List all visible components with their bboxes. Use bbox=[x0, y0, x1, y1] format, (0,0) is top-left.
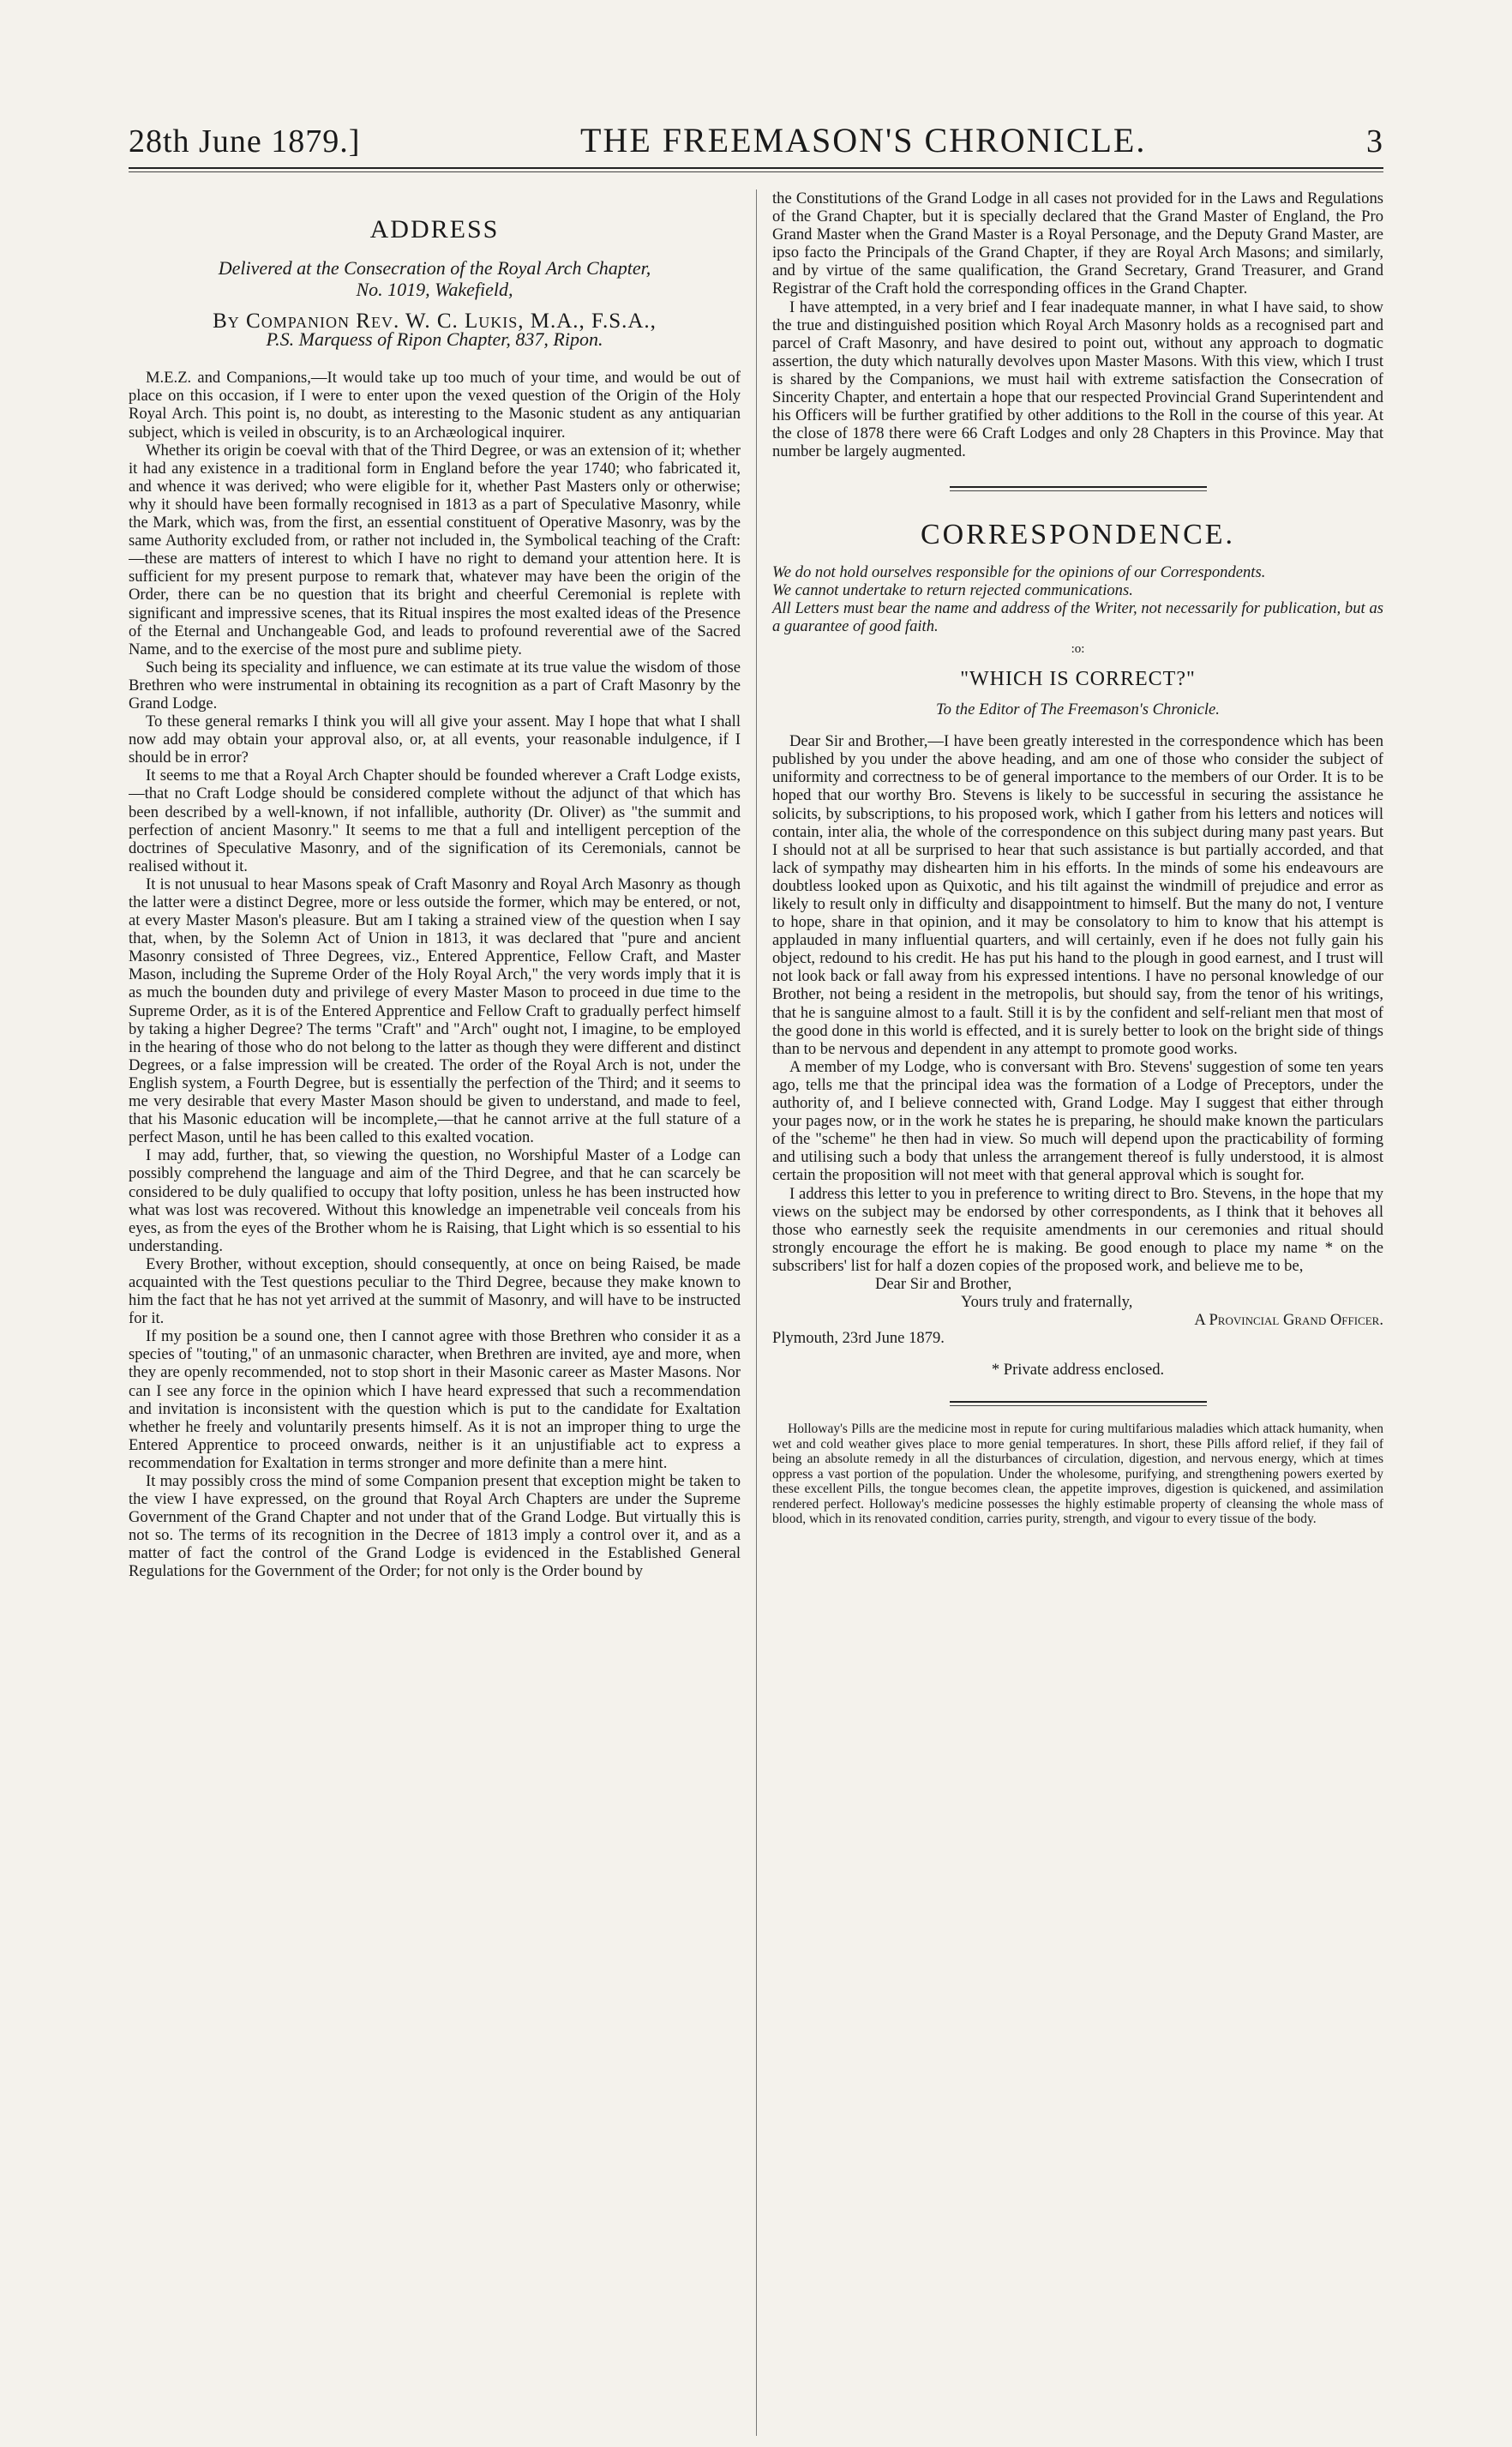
letter-signature: A Provincial Grand Officer. bbox=[1194, 1311, 1383, 1330]
separator-ornament: :o: bbox=[1071, 641, 1085, 656]
address-paragraph: If my position be a sound one, then I cannot agree with those Brethren who consider it as a species of "touting," of an unmasonic character, when Brethren are invited, aye and more, when they are openly recommended, not to stop short in their Masonic career as Master Masons. Nor can I see any force in the opinion which I have heard expressed that such a recommendation and invitation is inconsistent with the question which is put to the candidate for Exaltation whether he freely and voluntarily presents himself. As it is not an improper thing to urge the Entered Apprentice to proceed onwards, neither is it an unjustifiable act to express a recommendation for Exaltation in terms stronger and more definite than a mere hint. bbox=[129, 1327, 741, 1472]
address-paragraph: It seems to me that a Royal Arch Chapter should be founded wherever a Craft Lodge exists,—that no Craft Lodge should be considered complete without the adjunct of that which has been described by a well-known, if not infallible, authority (Dr. Oliver) as "the summit and perfection of ancient Masonry." It seems to me that a full and intelligent perception of the doctrines of Speculative Masonry, and of the signification of its Ceremonials, cannot be realised without it. bbox=[129, 767, 741, 875]
masthead bbox=[129, 120, 1383, 160]
letter-paragraph: I address this letter to you in preference to writing direct to Bro. Stevens, in the hope that my views on the subject may be endorsed by other correspondents, as I think that it behoves all those who earnestly seek the requisite amendments in our ceremonies and ritual should strongly encourage the effort he is making. Be good enough to place my name * on the subscribers' list for half a dozen copies of the proposed work, and believe me to be, bbox=[772, 1184, 1383, 1275]
letter-salutation: Dear Sir and Brother, bbox=[875, 1274, 1012, 1293]
left-column bbox=[129, 189, 756, 2436]
address-paragraph: M.E.Z. and Companions,—It would take up too much of your time, and would be out of place on this occasion, if I were to enter upon the vexed question of the Origin of the Holy Royal Arch. This point is, no doubt, as interesting to the Masonic student as any antiquarian subject, which is veiled in obscurity, is to an Archæological inquirer. bbox=[129, 369, 741, 442]
correspondence-title: CORRESPONDENCE. bbox=[920, 519, 1236, 551]
address-byline-chapter: P.S. Marquess of Ripon Chapter, 837, Ripon. bbox=[266, 328, 603, 351]
correspondence-notice: We cannot undertake to return rejected communications. bbox=[772, 580, 1133, 599]
address-continuation: I have attempted, in a very brief and I fear inadequate manner, in what I have said, to show the true and distinguished position which Royal Arch Masonry holds as a recognised part and parcel of Craft Masonry, and have desired to point out, without any approach to dogmatic assertion, the duty which naturally devolves upon Master Masons. With this view, which I trust is shared by the Companions, we must hail with extreme satisfaction the Consecration of Sincerity Chapter, and entertain a hope that our respected Provincial Grand Superintendent and his Officers will be further gratified by other additions to the Roll in the course of this year. At the close of 1878 there were 66 Craft Lodges and only 28 Chapters in this Province. May that number be largely augmented. bbox=[772, 298, 1383, 461]
address-paragraph: I may add, further, that, so viewing the question, no Worshipful Master of a Lodge can possibly comprehend the language and aim of the Third Degree, and that he can scarcely be considered to be duly qualified to occupy that lofty position, unless he has been instructed how what was lost was recovered. Without this knowledge an impenetrable veil conceals from his eyes, as from the eyes of the Brother whom he is Raising, that Light which is so essential to his understanding. bbox=[129, 1146, 741, 1255]
letter-place-date: Plymouth, 23rd June 1879. bbox=[772, 1329, 945, 1348]
section-divider bbox=[950, 486, 1207, 491]
page-number: 3 bbox=[1365, 123, 1383, 159]
letter-footnote: * Private address enclosed. bbox=[991, 1361, 1165, 1380]
columns bbox=[129, 189, 1383, 2436]
right-column bbox=[756, 189, 1383, 2436]
letter-paragraph: Dear Sir and Brother,—I have been greatly interested in the correspondence which has been published by you under the above heading, and am one of those who consider the subject of uniformity and correctness to be of general importance to the members of our Order. It is to be hoped that our worthy Bro. Stevens is likely to be successful in securing the assistance he solicits, by subscriptions, to his proposed work, which I gather from his letters and notices will contain, inter alia, the whole of the correspondence on this subject during many past years. But I should not at all be surprised to hear that such assistance is but partially accorded, and that lack of sympathy may dishearten him in his efforts. In the minds of some his endeavours are doubtless looked upon as Quixotic, and his tilt against the windmill of prejudice and error as likely to result only in difficulty and disappointment to himself. But the many do not, I venture to hope, share in that opinion, and it may be consolatory to him to know that his attempt is applauded in many influential quarters, and will certainly, even if he does not fully gain his object, redound to his credit. He has put his hand to the plough in good earnest, and I trust will not look back or fall away from his expressed intentions. I have no personal knowledge of our Brother, not being a resident in the metropolis, but should say, from the tenor of his writings, that he is sanguine almost to a fault. Still it is by the confident and self-reliant men that most of the good done in this world is effected, and it is surely better to look on the bright side of things than to be nervous and dependent in any attempt to promote good works. bbox=[772, 732, 1383, 1058]
address-paragraph: To these general remarks I think you will all give your assent. May I hope that what I shall now add may obtain your approval also, or, at all events, your reasonable indulgence, if I should be in error? bbox=[129, 712, 741, 767]
address-paragraph: Every Brother, without exception, should consequently, at once on being Raised, be made acquainted with the Test questions peculiar to the Third Degree, because they make known to him the fact that he has not yet arrived at the summit of Masonry, and will have to be instructed for it. bbox=[129, 1254, 741, 1328]
address-paragraph: It may possibly cross the mind of some Companion present that exception might be taken to the view I have expressed, on the ground that Royal Arch Chapters are under the Supreme Government of the Grand Chapter and not under that of the Grand Lodge. But virtually this is not so. The terms of its recognition in the Decree of 1813 imply a control over it, and as a matter of fact the control of the Grand Lodge is evidenced in the Established General Regulations for the Government of the Order; for not only is the Order bound by bbox=[129, 1472, 741, 1581]
letter-closing: Yours truly and fraternally, bbox=[961, 1293, 1133, 1312]
address-paragraph: Such being its speciality and influence, we can estimate at its true value the wisdom of those Brethren who were instrumental in obtaining its recognition as a part of Craft Masonry by the Grand Lodge. bbox=[129, 658, 741, 712]
letter-addressee: To the Editor of The Freemason's Chronicle. bbox=[936, 700, 1220, 719]
letter-title: "WHICH IS CORRECT?" bbox=[960, 667, 1196, 690]
address-paragraph: Whether its origin be coeval with that of the Third Degree, or was an extension of it; whether it had any existence in a traditional form in England before the year 1740; who fabricated it, and whence it was derived; who were eligible for it, whether Past Masters only or otherwise; why it should have been formally recognised in 1813 as a part of Speculative Masonry, while the Mark, which was, from the first, an essential constituent of Operative Masonry, was by the same Authority excluded from, or rather not included in, the Symbolical teaching of the Craft:—these are matters of interest to which I have no right to demand your attention here. It is sufficient for my present purpose to remark that, whatever may have been the origin of the Order, there can be no question that its bright and cheerful Ceremonial is replete with significant and impressive scenes, that its Ritual inspires the most exalted ideas of the Presence of the Eternal and Unchangeable God, and leads to profound reverential awe of the Sacred Name, and to the exercise of the most pure and sublime piety. bbox=[129, 441, 741, 658]
correspondence-notice: All Letters must bear the name and address of the Writer, not necessarily for publication, but as a guarantee of good faith. bbox=[772, 598, 1383, 635]
advertisement bbox=[772, 1422, 1383, 1527]
address-subtitle-1: Delivered at the Consecration of the Royal Arch Chapter, bbox=[218, 257, 651, 280]
address-byline: By Companion Rev. W. C. Lukis, M.A., F.S.A., bbox=[213, 310, 657, 334]
address-continuation: the Constitutions of the Grand Lodge in all cases not provided for in the Laws and Regulations of the Grand Chapter, but it is specially declared that the Grand Master of England, the Pro Grand Master when the Grand Master is a Royal Personage, and the Deputy Grand Master, are ipso facto the Principals of the Grand Chapter, if they are Royal Arch Masons; and similarly, and by virtue of the same qualification, the Grand Secretary, Grand Treasurer, and Grand Registrar of the Craft hold the corresponding offices in the Grand Chapter. bbox=[772, 189, 1383, 298]
address-subtitle-2: No. 1019, Wakefield, bbox=[356, 279, 513, 301]
publication-title: THE FREEMASON'S CHRONICLE. bbox=[580, 121, 1147, 159]
advert-divider bbox=[950, 1401, 1207, 1406]
correspondence-notice: We do not hold ourselves responsible for the opinions of our Correspondents. bbox=[772, 562, 1266, 581]
letter-paragraph: A member of my Lodge, who is conversant with Bro. Stevens' suggestion of some ten years ago, tells me that the principal idea was the formation of a Lodge of Preceptors, under the authority of, and I believe connected with, Grand Lodge. May I suggest that either through your pages now, or in the work he states he is preparing, he should make known the particulars of the "scheme" he then had in view. So much will depend upon the practicability of forming and utilising such a body that unless the arrangement thereof is fully understood, it is almost certain the proposition will not meet with that general approval which is sought for. bbox=[772, 1057, 1383, 1185]
advert-text: Holloway's Pills are the medicine most in repute for curing multifarious maladies which attack humanity, when wet and cold weather gives place to more genial temperatures. In short, these Pills afford relief, if they fail of being an absolute remedy in all the disturbances of circulation, digestion, and nervous energy, which at times oppress a vast portion of the population. Under the wholesome, purifying, and strengthening powers exerted by these excellent Pills, the tongue becomes clean, the appetite improves, digestion is quickened, and assimilation rendered perfect. Holloway's medicine possesses the highly estimable property of cleansing the whole mass of blood, which in its renovated condition, carries purity, strength, and vigour to every tissue of the body. bbox=[772, 1422, 1383, 1527]
address-paragraph: It is not unusual to hear Masons speak of Craft Masonry and Royal Arch Masonry as though the latter were a distinct Degree, more or less outside the former, which may be entered, or not, at every Master Mason's pleasure. But am I taking a strained view of the question when I say that, when, by the Solemn Act of Union in 1813, it was declared that "pure and ancient Masonry consisted of Three Degrees, viz., Entered Apprentice, Fellow Craft, and Master Mason, including the Supreme Order of the Holy Royal Arch," the very words imply that it is as much the bounden duty and privilege of every Master Mason to proceed in due time to the Supreme Order, as it is of the Entered Apprentice and Fellow Craft to gradually perfect himself by taking a higher Degree? The terms "Craft" and "Arch" ought not, I imagine, to be employed in the hearing of those who do not belong to the latter as though they were different and distinct Degrees, or a false impression will be created. The order of the Royal Arch is not, under the English system, a Fourth Degree, but is essentially the perfection of the Third; and it seems to me very desirable that every Master Mason should be given to understand, and made to feel, that his Masonic education will be incomplete,—that he cannot arrive at the full stature of a perfect Mason, until he has been called to this exalted vocation. bbox=[129, 875, 741, 1147]
address-title: ADDRESS bbox=[369, 215, 500, 243]
issue-date: 28th June 1879.] bbox=[129, 123, 361, 159]
masthead-rule bbox=[129, 167, 1383, 169]
masthead-rule-thin bbox=[129, 171, 1383, 172]
